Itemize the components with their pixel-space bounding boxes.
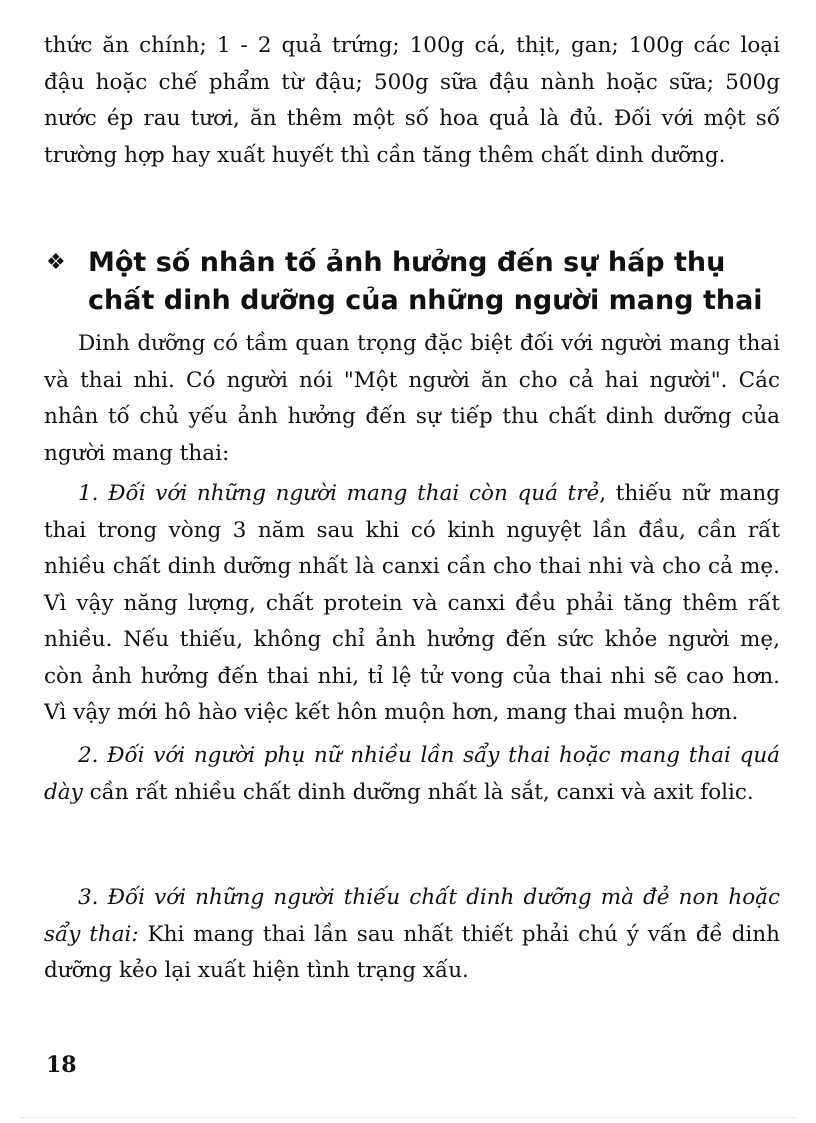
section-heading-text: Một số nhân tố ảnh hưởng đến sự hấp thụ chất dinh dưỡng của những người mang thai <box>88 247 763 316</box>
paragraph-item-2 <box>44 738 780 811</box>
page-bottom-divider <box>20 1117 796 1118</box>
item-3-lead: 3. Đối với những người thiếu chất dinh dưỡng mà đẻ non hoặc sẩy thai: <box>44 885 780 947</box>
item-2-lead: 2. Đối với người phụ nữ nhiều lần sẩy thai hoặc mang thai quá dày <box>44 743 780 805</box>
item-1-lead: 1. Đối với những người mang thai còn quá trẻ <box>78 481 600 506</box>
paragraph-intro: Dinh dưỡng có tầm quan trọng đặc biệt đối với người mang thai và thai nhi. Có người nói "Một người ăn cho cả hai người". Các nhân tố chủ yếu ảnh hưởng đến sự tiếp thu chất dinh dưỡng của người mang thai: <box>44 331 780 466</box>
section-heading <box>44 244 784 320</box>
paragraph-item-1 <box>44 476 780 732</box>
diamond-bullet-icon: ❖ <box>46 250 66 275</box>
paragraph-item-3 <box>44 880 780 990</box>
paragraph-continuation: thức ăn chính; 1 - 2 quả trứng; 100g cá, thịt, gan; 100g các loại đậu hoặc chế phẩm từ đậu; 500g sữa đậu nành hoặc sữa; 500g nước ép rau tươi, ăn thêm một số hoa quả là đủ. Đối với một số trường hợp hay xuất huyết thì cần tăng thêm chất dinh dưỡng. <box>44 33 780 168</box>
item-1-body: , thiếu nữ mang thai trong vòng 3 năm sau khi có kinh nguyệt lần đầu, cần rất nhiều chất dinh dưỡng nhất là canxi cần cho thai nhi và cho cả mẹ. Vì vậy năng lượng, chất protein và canxi đều phải tăng thêm rất nhiều. Nếu thiếu, không chỉ ảnh hưởng đến sức khỏe người mẹ, còn ảnh hưởng đến thai nhi, tỉ lệ tử vong của thai nhi sẽ cao hơn. Vì vậy mới hô hào việc kết hôn muộn hơn, mang thai muộn hơn. <box>44 481 780 725</box>
item-3-body: Khi mang thai lần sau nhất thiết phải chú ý vấn đề dinh dưỡng kẻo lại xuất hiện tình trạng xấu. <box>44 921 780 983</box>
item-2-body: cần rất nhiều chất dinh dưỡng nhất là sắt, canxi và axit folic. <box>82 779 754 805</box>
page-number: 18 <box>46 1052 77 1078</box>
